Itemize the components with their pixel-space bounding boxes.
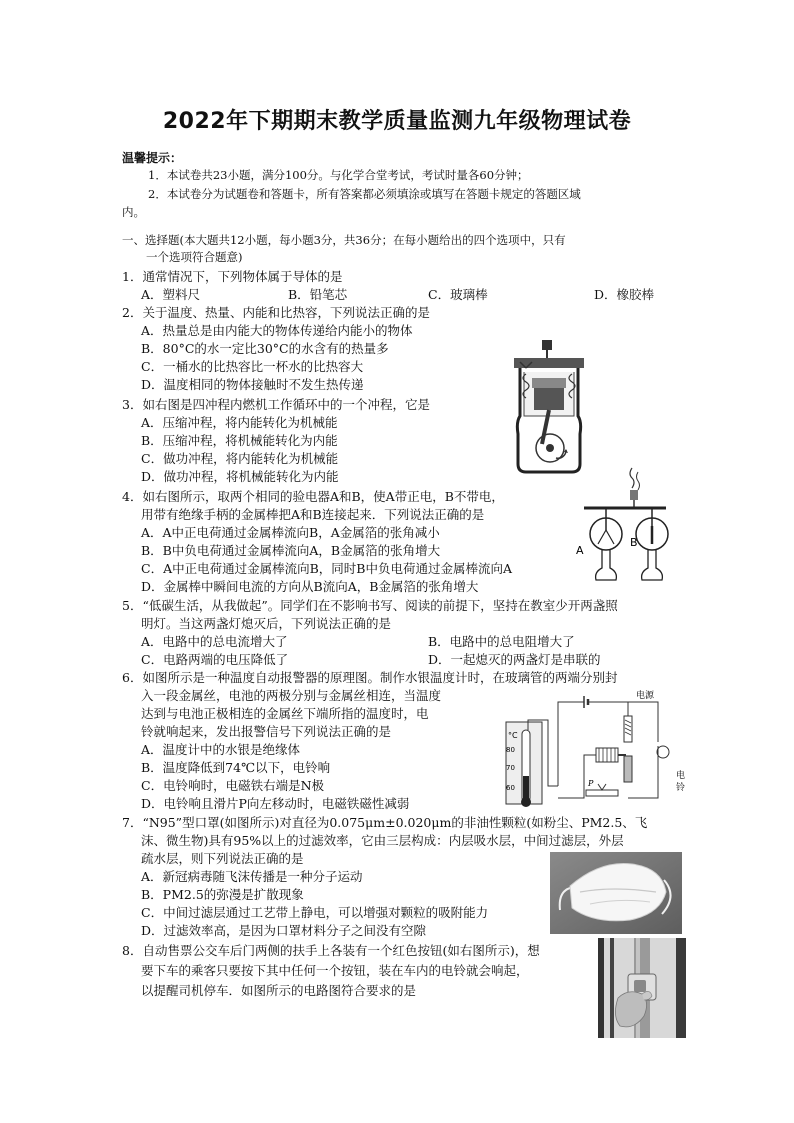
- q1-option-c: C．玻璃棒: [428, 287, 488, 302]
- q6-option-b: B．温度降低到74℃以下，电铃响: [141, 760, 331, 775]
- q6-stem-1: 6．如图所示是一种温度自动报警器的原理图。制作水银温度计时，在玻璃管的两端分别封: [122, 670, 618, 685]
- q5-option-a: A．电路中的总电流增大了: [141, 634, 288, 649]
- q2-option-c: C．一桶水的比热容比一杯水的比热容大: [141, 359, 364, 374]
- electroscope-label-a: A: [576, 544, 584, 557]
- q4-option-c: C．A中正电荷通过金属棒流向B，同时B中负电荷通过金属棒流向A: [141, 561, 512, 576]
- q6-stem-3: 达到与电池正极相连的金属丝下端所指的温度时，电: [141, 706, 429, 721]
- q6-option-d: D．电铃响且滑片P向左移动时，电磁铁磁性减弱: [141, 796, 410, 811]
- q6-stem-4: 铃就响起来，发出报警信号下列说法正确的是: [141, 724, 392, 739]
- q1-option-a: A．塑料尺: [141, 287, 201, 302]
- thermometer-70: 70: [506, 764, 515, 772]
- q7-option-a: A．新冠病毒随飞沫传播是一种分子运动: [141, 869, 363, 884]
- q7-stem-2: 沫、微生物)具有95%以上的过滤效率，它由三层构成：内层吸水层，中间过滤层，外层: [141, 833, 624, 848]
- q8-stem-1: 8．自动售票公交车后门两侧的扶手上各装有一个红色按钮(如右图所示)，想: [122, 943, 540, 958]
- engine-figure: [506, 338, 592, 476]
- q4-stem-1: 4．如右图所示，取两个相同的验电器A和B，使A带正电，B不带电，: [122, 489, 504, 504]
- q6-option-a: A．温度计中的水银是绝缘体: [141, 742, 301, 757]
- q4-option-b: B．B中负电荷通过金属棒流向A，B金属箔的张角增大: [141, 543, 441, 558]
- q3-option-b: B．压缩冲程，将机械能转化为内能: [141, 433, 338, 448]
- q7-stem-1: 7．“N95”型口罩(如图所示)对直径为0.075μm±0.020μm的非油性颗粒(如粉尘、PM2.5、飞: [122, 815, 648, 830]
- electroscope-figure: [574, 464, 686, 594]
- notice-item-2: 2．本试卷分为试题卷和答题卡，所有答案都必须填涂或填写在答题卡规定的答题区域: [148, 187, 581, 201]
- notice-item-1: 1．本试卷共23小题，满分100分。与化学合堂考试，考试时量各60分钟；: [148, 168, 529, 182]
- notice-item-2-cont: 内。: [122, 205, 145, 219]
- alarm-circuit-figure: [488, 686, 688, 810]
- q5-stem-1: 5．“低碳生活，从我做起”。同学们在不影响书写、阅读的前提下，坚持在教室少开两盏照: [122, 598, 618, 613]
- thermometer-60: 60: [506, 784, 515, 792]
- q4-option-a: A．A中正电荷通过金属棒流向B，A金属箔的张角减小: [141, 525, 440, 540]
- section-1-heading: 一、选择题(本大题共12小题，每小题3分，共36分；在每小题给出的四个选项中，只有: [122, 233, 566, 247]
- q7-option-b: B．PM2.5的弥漫是扩散现象: [141, 887, 304, 902]
- q6-stem-2: 入一段金属丝，电池的两极分别与金属丝相连，当温度: [141, 688, 442, 703]
- q1-stem: 1．通常情况下，下列物体属于导体的是: [122, 269, 343, 284]
- notice-label: 温馨提示：: [122, 151, 183, 165]
- q8-stem-2: 要下车的乘客只要按下其中任何一个按钮，装在车内的电铃就会响起，: [141, 963, 529, 978]
- q1-option-b: B．铅笔芯: [288, 287, 348, 302]
- q1-option-d: D．橡胶棒: [594, 287, 655, 302]
- circuit-power-label: 电源: [636, 691, 655, 701]
- electroscope-label-b: B: [630, 536, 638, 549]
- q6-option-c: C．电铃响时，电磁铁右端是N极: [141, 778, 325, 793]
- q4-stem-2: 用带有绝缘手柄的金属棒把A和B连接起来．下列说法正确的是: [141, 507, 485, 522]
- circuit-slider-label: P: [588, 779, 594, 788]
- q4-option-d: D．金属棒中瞬间电流的方向从B流向A，B金属箔的张角增大: [141, 579, 479, 594]
- q3-option-a: A．压缩冲程，将内能转化为机械能: [141, 415, 338, 430]
- bus-button-photo: [598, 938, 686, 1038]
- q5-option-d: D．一起熄灭的两盏灯是串联的: [428, 652, 601, 667]
- circuit-bell-label-1: 电: [676, 771, 686, 781]
- q2-option-b: B．80°C的水一定比30°C的水含有的热量多: [141, 341, 389, 356]
- thermometer-unit: °C: [508, 731, 518, 740]
- q7-stem-3: 疏水层，则下列说法正确的是: [141, 851, 304, 866]
- q3-option-c: C．做功冲程，将内能转化为机械能: [141, 451, 339, 466]
- q3-stem: 3．如右图是四冲程内燃机工作循环中的一个冲程，它是: [122, 397, 430, 412]
- q2-stem: 2．关于温度、热量、内能和比热容，下列说法正确的是: [122, 305, 430, 320]
- q3-option-d: D．做功冲程，将机械能转化为内能: [141, 469, 339, 484]
- q2-option-a: A．热量总是由内能大的物体传递给内能小的物体: [141, 323, 413, 338]
- circuit-bell-label-2: 铃: [676, 783, 686, 793]
- q5-stem-2: 明灯。当这两盏灯熄灭后，下列说法正确的是: [141, 616, 392, 631]
- q7-option-c: C．中间过滤层通过工艺带上静电，可以增强对颗粒的吸附能力: [141, 905, 489, 920]
- section-1-heading-cont: 一个选项符合题意): [146, 250, 243, 264]
- q5-option-c: C．电路两端的电压降低了: [141, 652, 289, 667]
- q8-stem-3: 以提醒司机停车．如图所示的电路图符合要求的是: [141, 983, 417, 998]
- q7-option-d: D．过滤效率高，是因为口罩材料分子之间没有空隙: [141, 923, 427, 938]
- q2-option-d: D．温度相同的物体接触时不发生热传递: [141, 377, 364, 392]
- page-title: 2022年下期期末教学质量监测九年级物理试卷: [162, 109, 632, 134]
- thermometer-80: 80: [506, 746, 515, 754]
- n95-mask-photo: [550, 852, 682, 934]
- q5-option-b: B．电路中的总电阻增大了: [428, 634, 575, 649]
